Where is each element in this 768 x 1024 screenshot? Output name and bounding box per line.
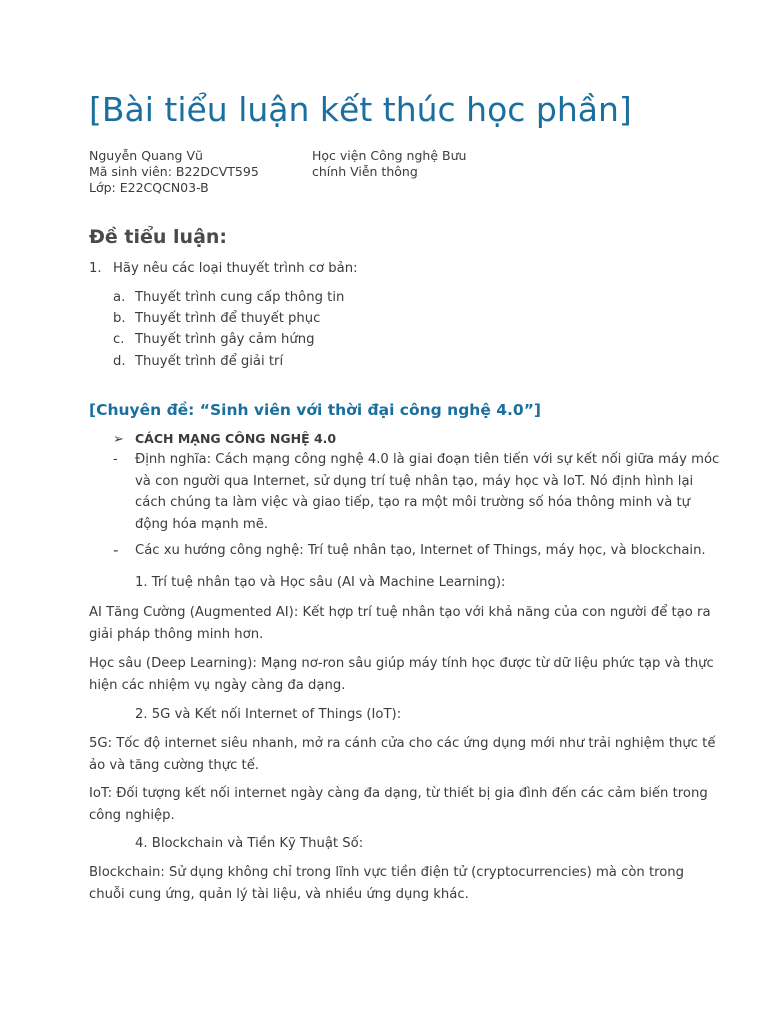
text-line: và con người qua Internet, sử dụng trí tuệ nhân tạo, máy học và IoT. Nó định hình lại: [135, 473, 694, 489]
trends-paragraph: [135, 540, 706, 562]
definition-paragraph: [135, 449, 720, 535]
text-line: IoT: Đối tượng kết nối internet ngày càng đa dạng, từ thiết bị gia đình đến các cảm biến trong: [89, 786, 708, 801]
body-paragraph: [89, 862, 684, 905]
institution-line-1: Học viện Công nghệ Bưu: [312, 148, 467, 163]
section-heading: CÁCH MẠNG CÔNG NGHỆ 4.0: [135, 431, 337, 446]
student-class: Lớp: E22CQCN03-B: [89, 180, 209, 195]
institution-info: [312, 148, 466, 180]
student-name: Nguyễn Quang Vũ: [89, 148, 203, 163]
option-marker: d.: [113, 354, 126, 369]
text-line: chuỗi cung ứng, quản lý tài liệu, và nhiều ứng dụng khác.: [89, 886, 469, 902]
option-text: Thuyết trình gây cảm hứng: [135, 332, 315, 347]
document-title: [Bài tiểu luận kết thúc học phần]: [89, 90, 632, 129]
body-paragraph: [89, 602, 711, 645]
dash-bullet: -: [113, 541, 119, 559]
text-line: công nghiệp.: [89, 807, 175, 823]
body-paragraph: [89, 653, 714, 696]
trend-heading: 1. Trí tuệ nhân tạo và Học sâu (AI và Machine Learning):: [135, 575, 506, 590]
text-line: giải pháp thông minh hơn.: [89, 626, 264, 642]
dash-bullet: -: [113, 452, 118, 467]
body-paragraph: [89, 733, 715, 776]
arrow-bullet-icon: ➢: [113, 432, 124, 447]
option-marker: a.: [113, 290, 126, 305]
question-text: Hãy nêu các loại thuyết trình cơ bản:: [113, 261, 358, 276]
body-paragraph: [89, 783, 708, 826]
text-line: Định nghĩa: Cách mạng công nghệ 4.0 là giai đoạn tiên tiến với sự kết nối giữa máy móc: [135, 452, 720, 467]
text-line: Học sâu (Deep Learning): Mạng nơ-ron sâu giúp máy tính học được từ dữ liệu phức tạp và thực: [89, 656, 714, 671]
text-line: hiện các nhiệm vụ ngày càng đa dạng.: [89, 677, 346, 693]
option-marker: b.: [113, 311, 126, 326]
trend-heading: 2. 5G và Kết nối Internet of Things (IoT):: [135, 707, 402, 722]
option-text: Thuyết trình cung cấp thông tin: [135, 290, 345, 305]
text-line: 5G: Tốc độ internet siêu nhanh, mở ra cánh cửa cho các ứng dụng mới như trải nghiệm thực tế: [89, 736, 716, 751]
text-line: Các xu hướng công nghệ: Trí tuệ nhân tạo, Internet of Things, máy học, và blockchain.: [135, 543, 706, 558]
institution-line-2: chính Viễn thông: [312, 164, 418, 179]
option-text: Thuyết trình để giải trí: [135, 354, 284, 369]
option-text: Thuyết trình để thuyết phục: [135, 311, 321, 326]
text-line: AI Tăng Cường (Augmented AI): Kết hợp trí tuệ nhân tạo với khả năng của con người để tạo ra: [89, 605, 711, 620]
question-number: 1.: [89, 261, 102, 276]
topic-heading: Đề tiểu luận:: [89, 226, 228, 248]
student-id: Mã sinh viên: B22DCVT595: [89, 164, 259, 179]
text-line: cách chúng ta làm việc và giao tiếp, tạo ra một môi trường số hóa thông minh và tự: [135, 495, 690, 510]
student-info: [89, 148, 259, 196]
trend-heading: 4. Blockchain và Tiền Kỹ Thuật Số:: [135, 836, 364, 851]
subject-title: [Chuyên đề: “Sinh viên với thời đại công nghệ 4.0”]: [89, 401, 541, 419]
text-line: động hóa mạnh mẽ.: [135, 516, 269, 532]
option-marker: c.: [113, 332, 125, 347]
text-line: ảo và tăng cường thực tế.: [89, 757, 259, 773]
text-line: Blockchain: Sử dụng không chỉ trong lĩnh vực tiền điện tử (cryptocurrencies) mà còn trong: [89, 865, 685, 880]
